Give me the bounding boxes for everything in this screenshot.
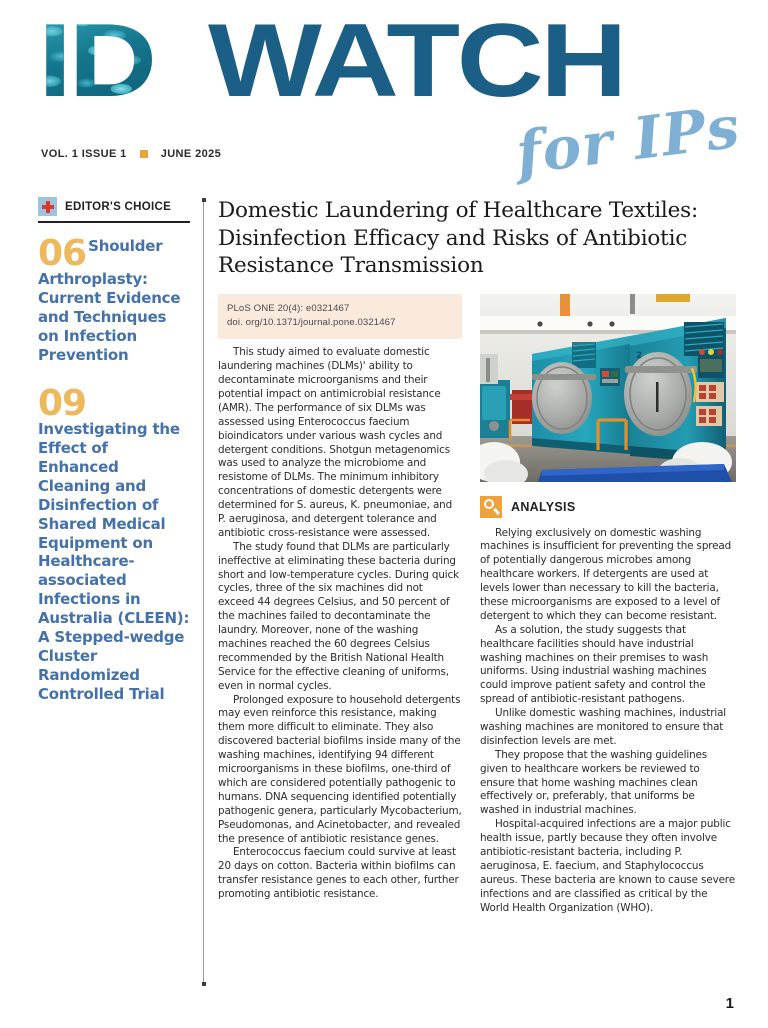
magnifier-handle: [493, 508, 499, 515]
paragraph: Hospital-acquired infections are a major public health issue, partly because they often involve antibiotic-resistant bacteria, including P. aeruginosa, E. faecium, and Staphylococcus aureus. These bacteria are known to cause severe infections and are classified as critical by the World Health Organization (WHO).: [480, 818, 735, 914]
paragraph: Prolonged exposure to household detergents may even reinforce this resistance, making them more difficult to eliminate. They also discovered bacterial biofilms inside many of the washing machines, identifying 94 different microorganisms in these biofilms, one-third of which are considered potentially pathogenic to humans. DNA sequencing identified potentially pathogenic genera, particularly Mycobacterium, Pseudomonas, and Acinetobacter, and revealed the presence of antibiotic resistance genes.: [218, 693, 462, 845]
paragraph: They propose that the washing guidelines given to healthcare workers be reviewed to ensure that home washing machines clean effectively or, preferably, that uniforms be washed in industrial machines.: [480, 748, 708, 817]
citation-box: [218, 294, 462, 340]
issue-line: [41, 148, 221, 160]
logo-id-text: ID: [38, 3, 154, 119]
paragraph: The study found that DLMs are particularly ineffective at eliminating these bacteria during short and low-temperature cycles. During quick cycles, three of the six machines did not exceed 44 degrees Celsius, and 50 percent of the machines failed to decontaminate the laundry. Moreover, none of the washing machines reached the 60 degrees Celsius recommended by the British National Health Service for the effective cleaning of uniforms, even in normal cycles.: [218, 540, 459, 692]
analysis-header: [480, 496, 736, 518]
photo-illustration: [480, 294, 736, 482]
editors-choice-header: [38, 197, 190, 223]
paragraph: Relying exclusively on domestic washing machines is insufficient for preventing the spread of potentially dangerous microbes among healthcare workers. If detergents are used at levels lower than necessary to kill the bacteria, these microorganisms are exposed to a level of detergent to which they can become resistant.: [480, 526, 732, 622]
item-title: Shoulder Arthroplasty: Current Evidence and Techniques on Infection Prevention: [38, 237, 181, 364]
paragraph: Enterococcus faecium could survive at least 20 days on cotton. Bacteria within biofilms can transfer resistance genes to each other, further promoting antibiotic resistance.: [218, 846, 459, 901]
magnifying-glass-icon: [480, 496, 502, 518]
main-article: [218, 197, 736, 915]
industrial-laundry-machines-photo: [480, 294, 736, 482]
article-right-column: [480, 294, 736, 916]
column-divider: [203, 199, 204, 985]
page-number: 1: [725, 995, 734, 1012]
editors-choice-item[interactable]: [38, 382, 190, 704]
editors-choice-label: EDITOR'S CHOICE: [65, 200, 172, 213]
issue-date-label: JUNE 2025: [160, 148, 222, 160]
article-headline: Domestic Laundering of Healthcare Textiles: Disinfection Efficacy and Risks of Antibiotic Resistance Transmission: [218, 198, 698, 279]
analysis-label: ANALYSIS: [511, 499, 576, 514]
publication-logo: [38, 3, 624, 119]
masthead: [0, 0, 768, 188]
article-columns: [218, 294, 736, 916]
editors-choice-item[interactable]: [38, 233, 190, 365]
square-separator-icon: [140, 150, 148, 158]
paragraph: Unlike domestic washing machines, industrial washing machines are monitored to ensure that disinfection levels are met.: [480, 707, 727, 747]
editors-choice-sidebar: [38, 197, 190, 726]
item-number: 09: [38, 382, 87, 424]
item-title: Investigating the Effect of Enhanced Cleaning and Disinfection of Shared Medical Equipment on Healthcare-associated Infections in Australia (CLEEN): A Stepped-wedge Cluster Randomized Controlled Trial: [38, 420, 190, 703]
logo-script-text: for IPs: [512, 92, 744, 188]
article-summary-body: [218, 346, 462, 902]
editors-choice-entry: [38, 382, 190, 704]
article-left-column: [218, 294, 462, 916]
svg-text:2: 2: [636, 350, 643, 361]
analysis-body: [480, 527, 736, 916]
volume-issue-label: VOL. 1 ISSUE 1: [41, 148, 127, 160]
medical-cross-icon: [38, 197, 57, 216]
paragraph: This study aimed to evaluate domestic laundering machines (DLMs)' ability to decontaminate microorganisms and their potential impact on antimicrobial resistance (AMR). The performance of six DLMs was assessed using Enterococcus faecium bioindicators under various wash cycles and detergent conditions. Shotgun metagenomics was used to analyze the microbiome and resistome of DLMs. The minimum inhibitory concentrations of domestic detergents were determined for S. aureus, K. pneumoniae, and P. aeruginosa, and detergent tolerance and antibiotic cross-resistance were assessed.: [218, 346, 453, 539]
item-number: 06: [38, 233, 87, 274]
citation-doi: doi. org/10.1371/journal.pone.0321467: [227, 316, 396, 328]
logo-watch-text: WATCH: [208, 3, 624, 119]
citation-journal: PLoS ONE 20(4): e0321467: [227, 302, 350, 314]
paragraph: As a solution, the study suggests that healthcare facilities should have industrial washing machines on their premises to wash uniforms. Using industrial washing machines could improve patient safety and control the spread of antibiotic-resistant pathogens.: [480, 623, 709, 706]
magnifier-lens: [484, 499, 494, 509]
editors-choice-entry: [38, 233, 190, 365]
